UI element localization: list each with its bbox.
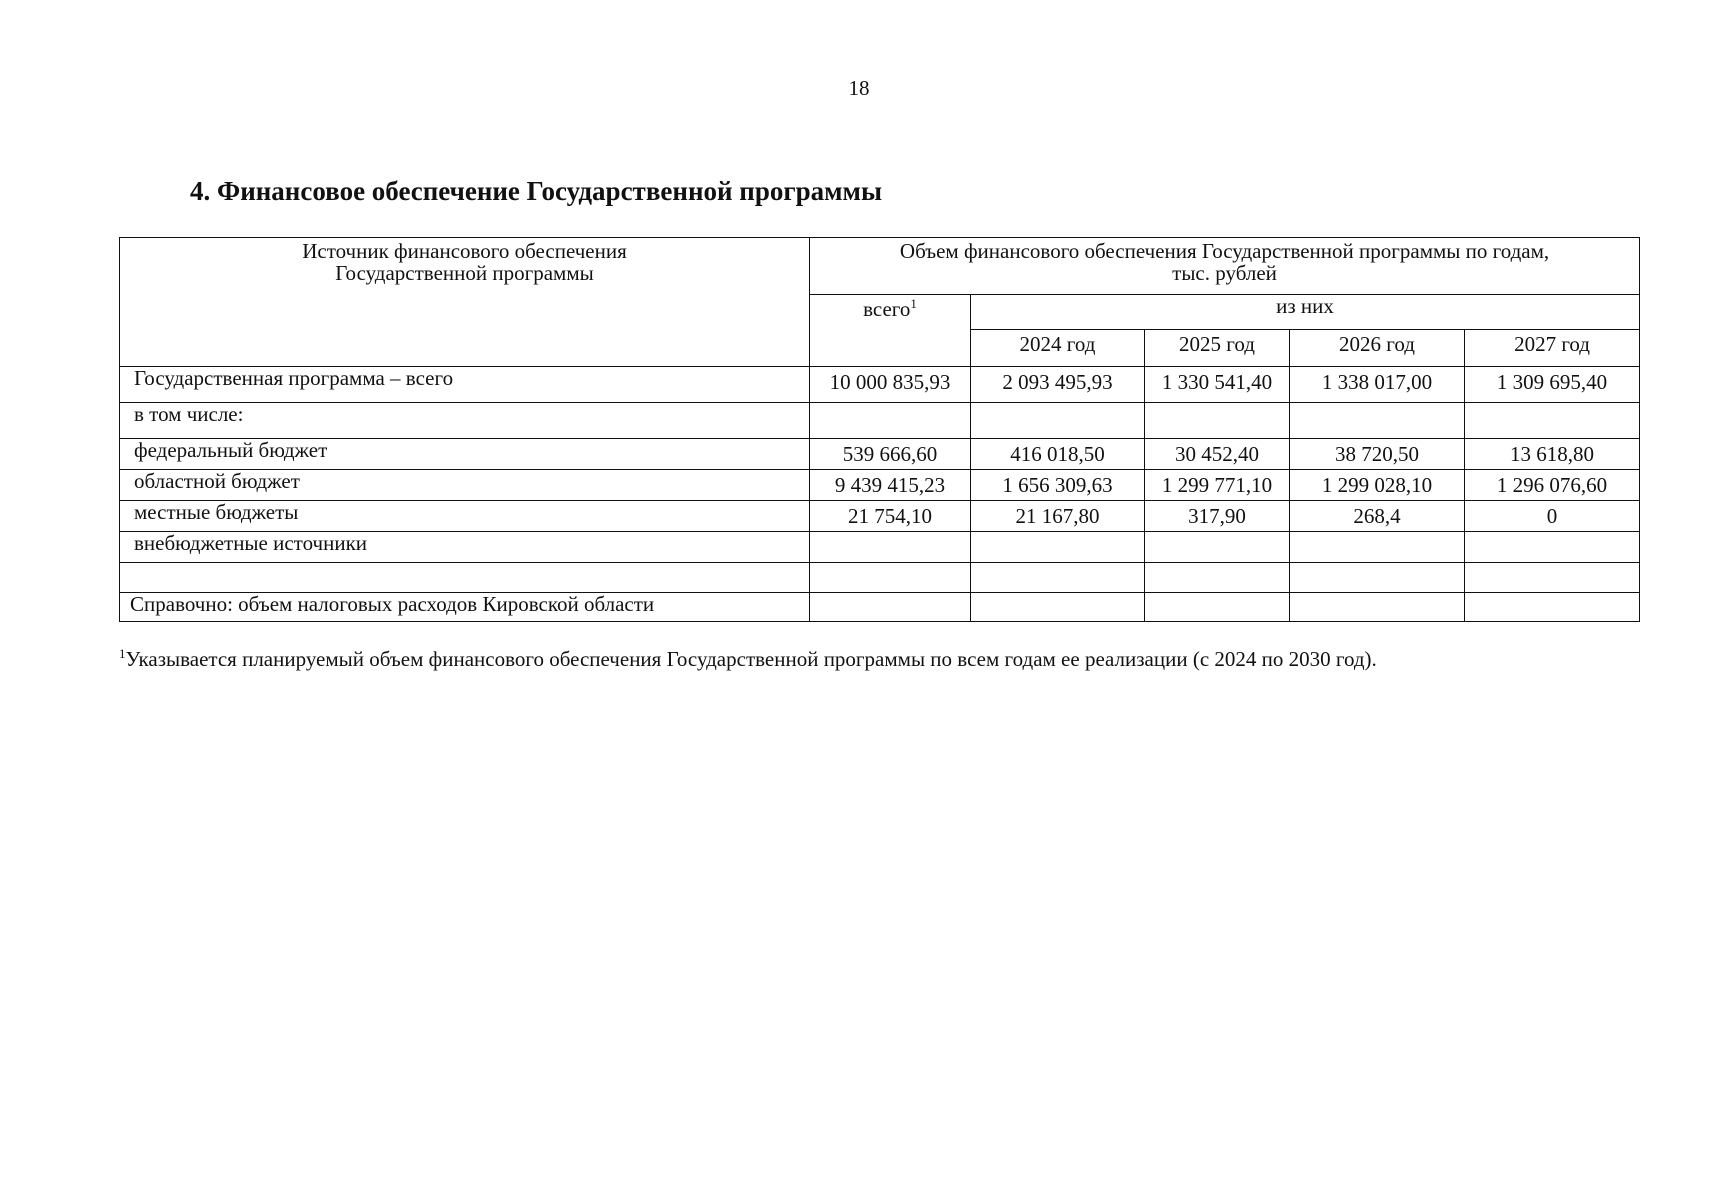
row-label: федеральный бюджет <box>120 439 810 470</box>
table-row <box>120 532 1640 563</box>
cell-2026 <box>1290 593 1465 622</box>
cell-2024 <box>971 593 1145 622</box>
cell-2024: 1 656 309,63 <box>971 470 1145 501</box>
cell-2026: 1 299 028,10 <box>1290 470 1465 501</box>
cell-2027 <box>1465 593 1640 622</box>
header-volume-cell <box>810 238 1640 295</box>
financing-table <box>119 237 1640 622</box>
row-label: Справочно: объем налоговых расходов Кировской области <box>120 593 810 622</box>
cell-2026 <box>1290 403 1465 439</box>
cell-2027: 1 309 695,40 <box>1465 367 1640 403</box>
table-row <box>120 501 1640 532</box>
table-row <box>120 403 1640 439</box>
footnote-text: Указывается планируемый объем финансового обеспечения Государственной программы по всем годам ее реализации (с 2024 по 2030 год). <box>125 647 1377 671</box>
cell-total <box>810 593 971 622</box>
cell-2027 <box>1465 563 1640 593</box>
cell-2026: 1 338 017,00 <box>1290 367 1465 403</box>
header-total-cell <box>810 295 971 367</box>
footnote <box>119 647 1377 672</box>
header-year-2025: 2025 год <box>1145 330 1290 367</box>
table-row <box>120 563 1640 593</box>
cell-2025: 30 452,40 <box>1145 439 1290 470</box>
cell-2024 <box>971 403 1145 439</box>
header-year-2026: 2026 год <box>1290 330 1465 367</box>
header-volume-line1: Объем финансового обеспечения Государственной программы по годам, <box>899 239 1550 263</box>
cell-2025 <box>1145 403 1290 439</box>
header-source-cell <box>120 238 810 367</box>
header-total-label: всего <box>863 297 911 321</box>
cell-total: 21 754,10 <box>810 501 971 532</box>
row-label: местные бюджеты <box>120 501 810 532</box>
cell-2027: 13 618,80 <box>1465 439 1640 470</box>
cell-2024 <box>971 563 1145 593</box>
cell-2025: 317,90 <box>1145 501 1290 532</box>
row-label <box>120 563 810 593</box>
cell-2025: 1 299 771,10 <box>1145 470 1290 501</box>
header-year-2024: 2024 год <box>971 330 1145 367</box>
footnote-mark: 1 <box>910 296 917 311</box>
header-volume-line2: тыс. рублей <box>1172 261 1277 285</box>
row-label: областной бюджет <box>120 470 810 501</box>
cell-2026: 38 720,50 <box>1290 439 1465 470</box>
cell-2026 <box>1290 563 1465 593</box>
page-number: 18 <box>848 76 870 100</box>
cell-total <box>810 563 971 593</box>
cell-total: 539 666,60 <box>810 439 971 470</box>
cell-2026: 268,4 <box>1290 501 1465 532</box>
row-label: Государственная программа – всего <box>120 367 810 403</box>
header-source-line2: Государственной программы <box>335 261 594 285</box>
header-of-them-cell: из них <box>971 295 1640 330</box>
cell-2024 <box>971 532 1145 563</box>
row-label: внебюджетные источники <box>120 532 810 563</box>
section-title: 4. Финансовое обеспечение Государственной программы <box>190 176 883 206</box>
cell-2027: 1 296 076,60 <box>1465 470 1640 501</box>
cell-2027: 0 <box>1465 501 1640 532</box>
cell-2024: 21 167,80 <box>971 501 1145 532</box>
cell-2024: 416 018,50 <box>971 439 1145 470</box>
cell-2025 <box>1145 593 1290 622</box>
cell-total <box>810 403 971 439</box>
cell-total: 9 439 415,23 <box>810 470 971 501</box>
cell-2027 <box>1465 403 1640 439</box>
cell-2026 <box>1290 532 1465 563</box>
footnote-mark: 1 <box>119 646 126 661</box>
table-row <box>120 593 1640 622</box>
table-row <box>120 439 1640 470</box>
cell-2025: 1 330 541,40 <box>1145 367 1290 403</box>
cell-total <box>810 532 971 563</box>
header-year-2027: 2027 год <box>1465 330 1640 367</box>
header-source-line1: Источник финансового обеспечения <box>302 239 627 263</box>
table-header-row <box>120 238 1640 295</box>
cell-2027 <box>1465 532 1640 563</box>
cell-2024: 2 093 495,93 <box>971 367 1145 403</box>
table-row <box>120 470 1640 501</box>
row-label: в том числе: <box>120 403 810 439</box>
cell-2025 <box>1145 532 1290 563</box>
table-row <box>120 367 1640 403</box>
cell-total: 10 000 835,93 <box>810 367 971 403</box>
cell-2025 <box>1145 563 1290 593</box>
